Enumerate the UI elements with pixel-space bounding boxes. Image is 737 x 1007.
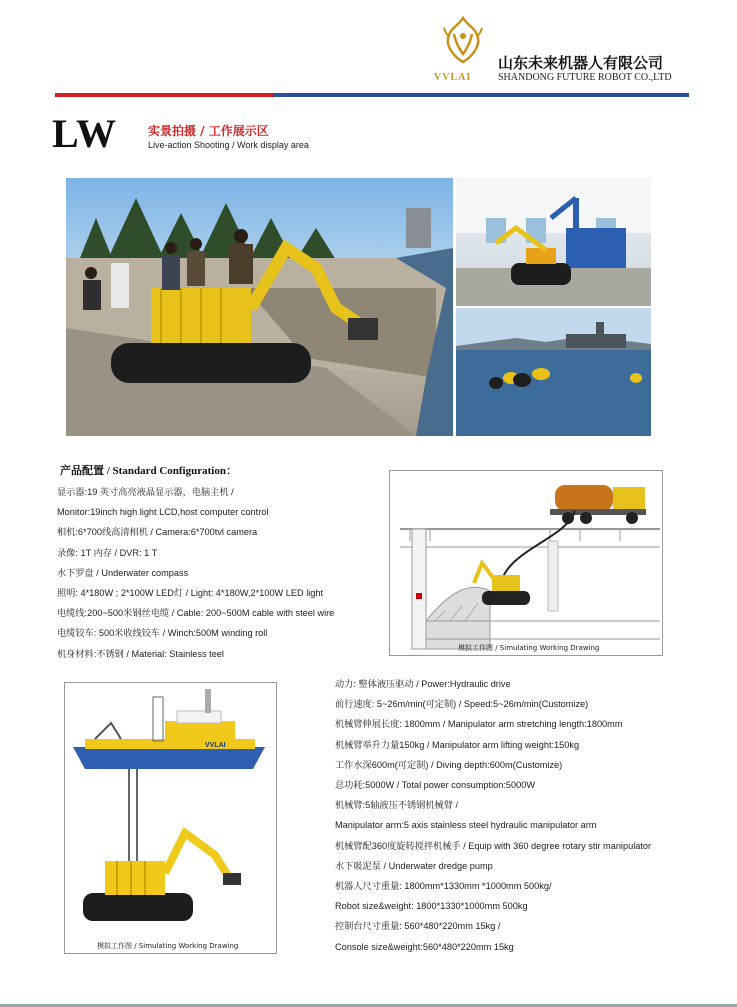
photo-sea-deployment — [456, 308, 651, 436]
config-line: 录像: 1T 内存 / DVR: 1 T — [57, 547, 158, 558]
drawing-caption-right: 模拟工作图 / Simulating Working Drawing — [458, 644, 600, 652]
drawing-caption-left: 模拟工作图 / Simulating Working Drawing — [97, 942, 239, 950]
config-line: 相机:6*700线高清相机 / Camera:6*700tvl camera — [57, 527, 258, 538]
simulation-drawing-ship — [64, 682, 277, 954]
spec-line: 总功耗:5000W / Total power consumption:5000W — [335, 780, 536, 791]
ship-label: VVLAI — [205, 742, 226, 749]
config-title: 产品配置 / Standard Configuration： — [60, 465, 237, 477]
config-line: 显示器:19 英寸高亮液晶显示器，电脑主机 / — [57, 487, 234, 497]
header-divider-red — [55, 93, 273, 97]
model-title: LW — [52, 111, 118, 156]
config-line: 照明: 4*180W ; 2*100W LED灯 / Light: 4*180W,2*100W LED light — [57, 588, 324, 599]
photo-robot-on-pier — [66, 178, 453, 436]
spec-line: 机械臂举升力量150kg / Manipulator arm lifting weight:150kg — [335, 739, 580, 750]
spec-line: Robot size&weight: 1800*1330*1000mm 500kg — [335, 901, 528, 912]
spec-line: 机械臂:5轴液压不锈钢机械臂 / — [335, 800, 459, 811]
config-line: 电缆铰车: 500米收线铰车 / Winch:500M winding roll — [57, 628, 268, 639]
config-line: 电缆线:200~500米钢丝电缆 / Cable: 200~500M cable with steel wire — [57, 608, 335, 619]
section-title-cn: 实景拍摄 / 工作展示区 — [148, 124, 269, 138]
simulation-drawing-dredging — [389, 470, 663, 656]
spec-line: 机械臂配360度旋转搅拌机械手 / Equip with 360 degree rotary stir manipulator — [335, 840, 652, 851]
header-divider-blue — [273, 93, 689, 97]
spec-line: Manipulator arm:5 axis stainless steel hydraulic manipulator arm — [335, 820, 597, 831]
spec-line: 机械臂伸展长度: 1800mm / Manipulator arm stretching length:1800mm — [335, 719, 623, 730]
company-name-en: SHANDONG FUTURE ROBOT CO.,LTD — [498, 72, 672, 83]
photo-robot-in-workshop — [456, 178, 651, 306]
company-name-cn: 山东未来机器人有限公司 — [498, 54, 664, 72]
config-line: 机身材料:不锈钢 / Material: Stainless teel — [57, 648, 224, 659]
spec-line: 水下吸泥泵 / Underwater dredge pump — [335, 860, 493, 871]
config-line: Monitor:19inch high light LCD,host computer control — [57, 507, 269, 518]
section-title-en: Live-action Shooting / Work display area — [148, 140, 309, 150]
spec-line: 机器人尺寸重量: 1800mm*1330mm *1000mm 500kg/ — [335, 881, 552, 892]
logo-wordmark: VVLAI — [434, 72, 472, 83]
spec-list — [335, 674, 725, 957]
config-line: 水下罗盘 / Underwater compass — [57, 567, 189, 578]
spec-line: 工作水深600m(可定制) / Diving depth:600m(Customize) — [335, 759, 563, 770]
spec-line: Console size&weight:560*480*220mm 15kg — [335, 941, 514, 952]
company-logo — [436, 14, 490, 74]
spec-line: 动力: 整体液压驱动 / Power:Hydraulic drive — [335, 679, 511, 689]
config-list — [57, 482, 387, 664]
spec-line: 前行速度: 5~26m/min(可定制) / Speed:5~26m/min(Customize) — [335, 699, 589, 710]
spec-line: 控制台尺寸重量: 560*480*220mm 15kg / — [335, 921, 501, 932]
